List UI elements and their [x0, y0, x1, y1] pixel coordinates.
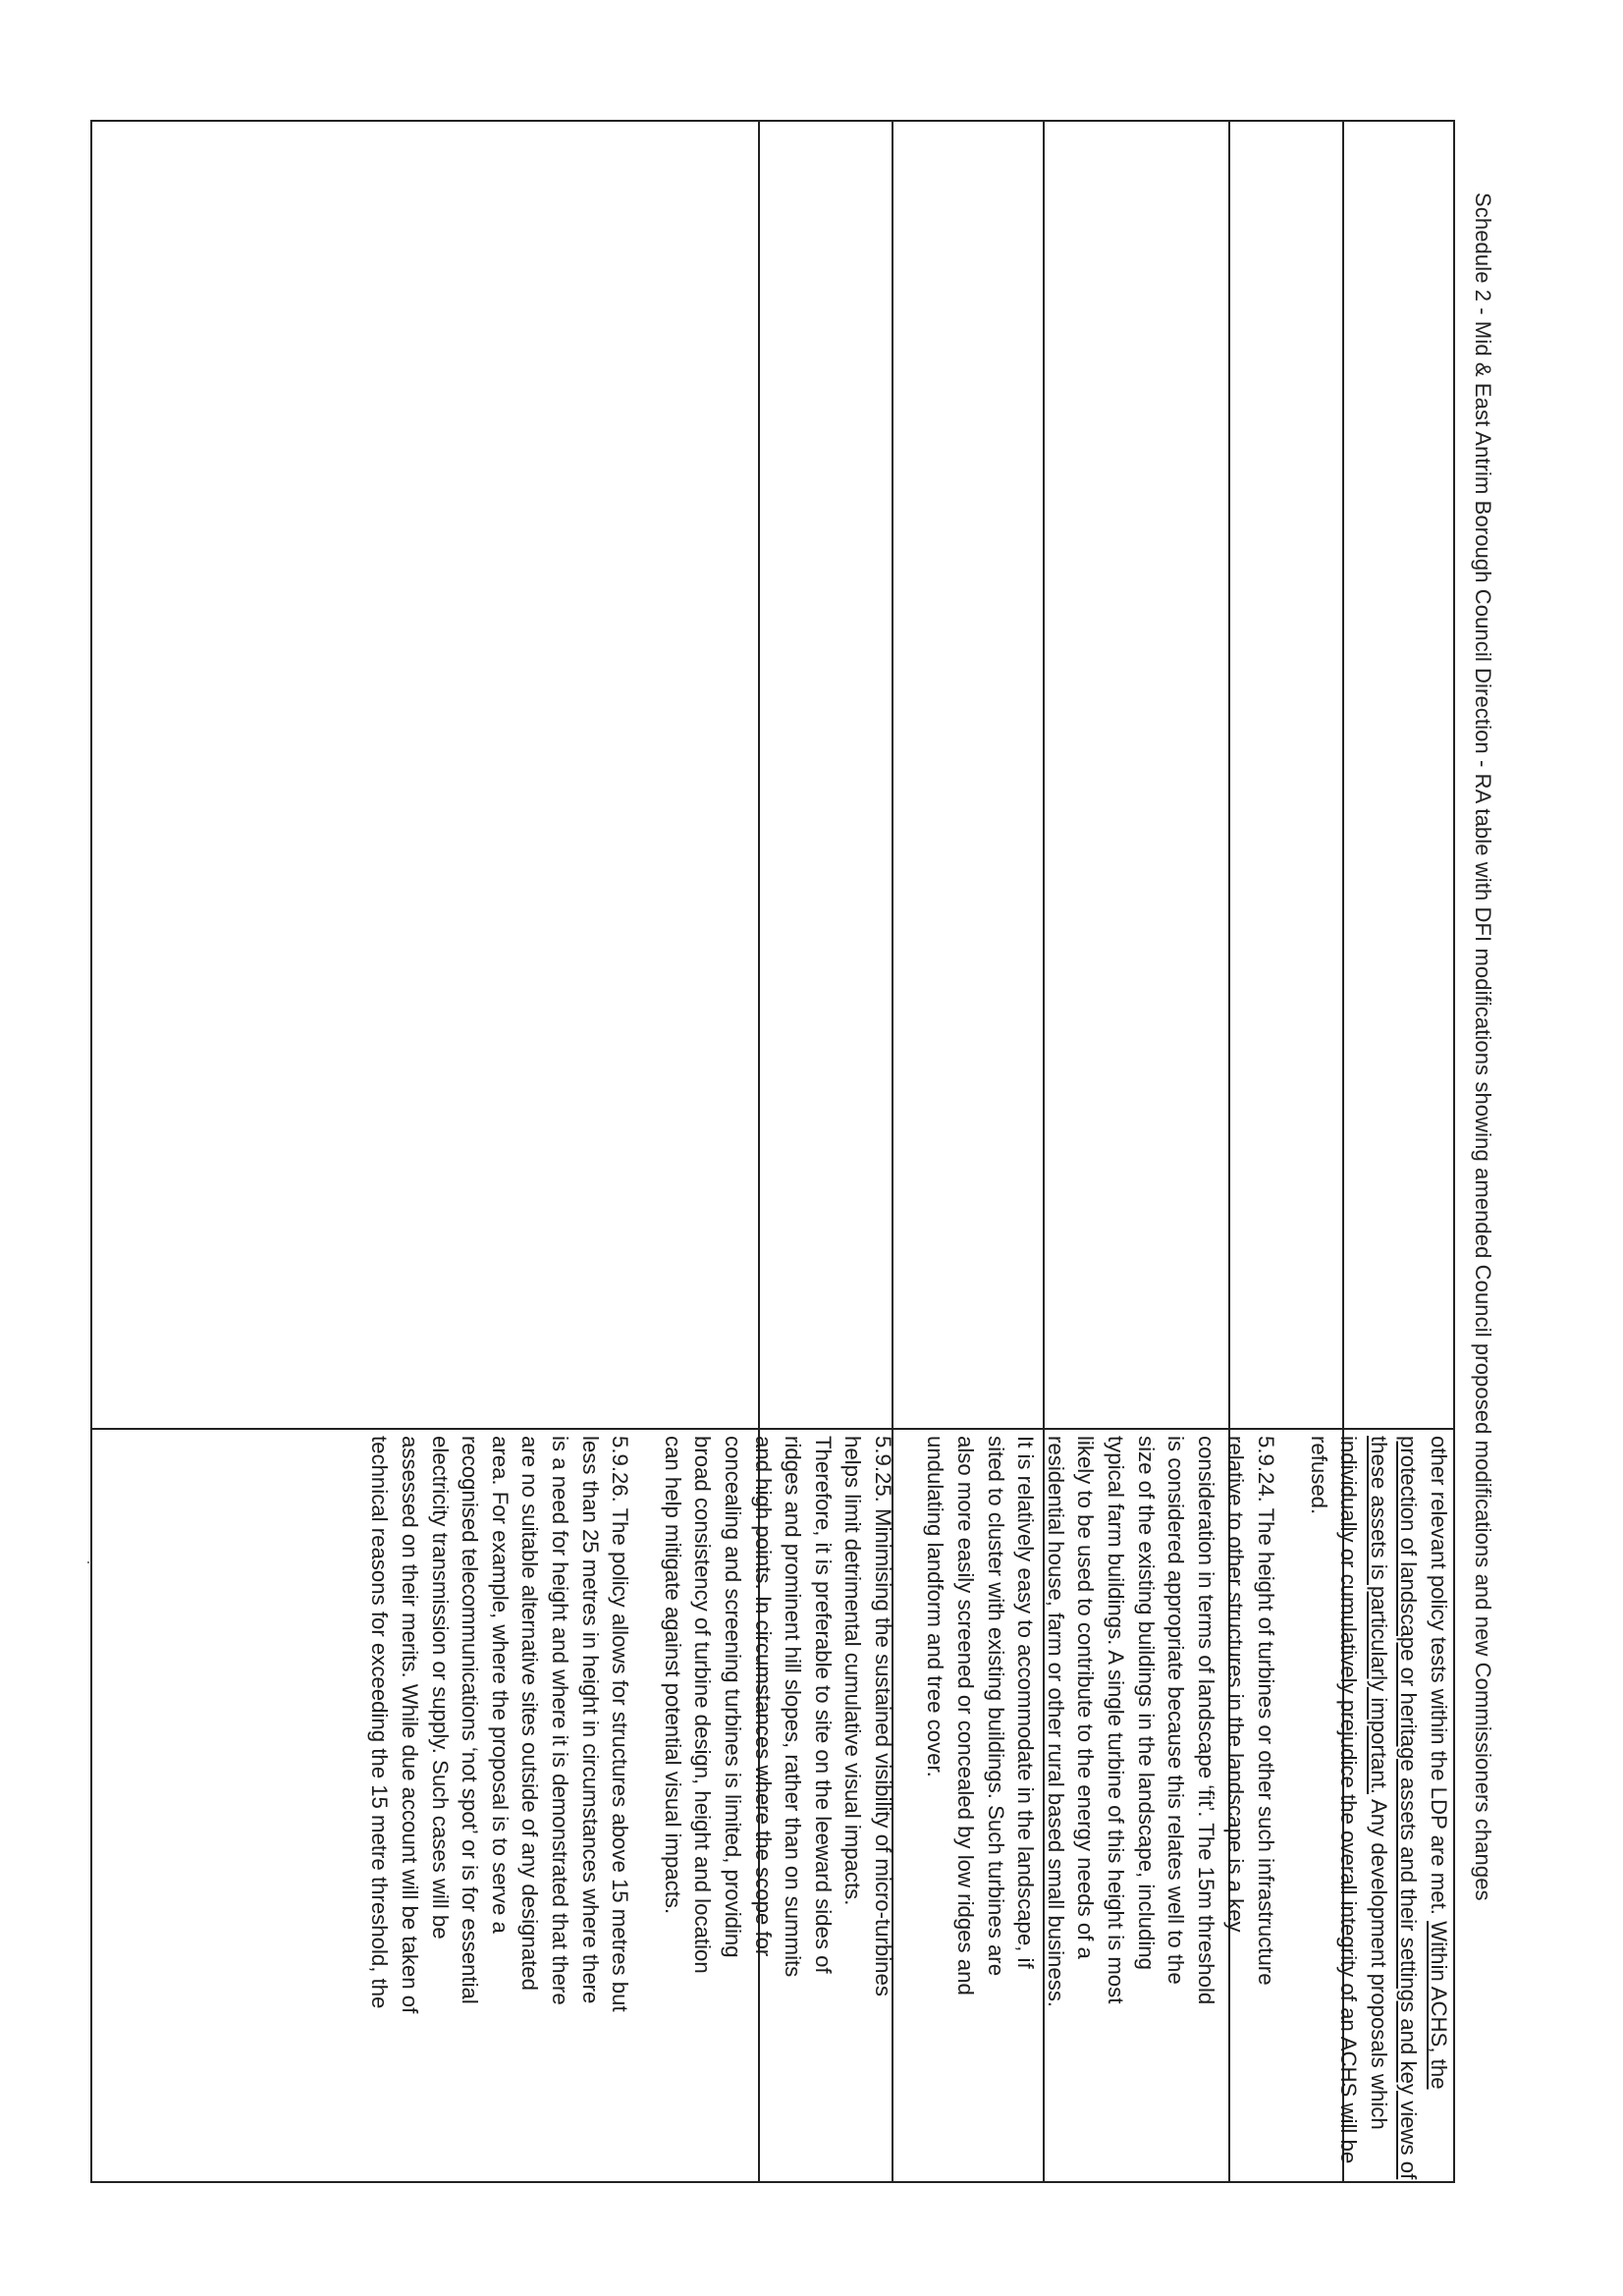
paragraph-line: area. For example, where the proposal is to serve a — [487, 1436, 513, 1934]
paragraph-line: Therefore, it is preferable to site on the leeward sides of — [810, 1436, 836, 1974]
paragraph-line: size of the existing buildings in the landscape, including — [1133, 1436, 1159, 1970]
paragraph-line: assessed on their merits. While due account will be taken of — [398, 1436, 422, 2014]
paragraph-line: and high points. In circumstances where the scope for — [750, 1436, 776, 1957]
paragraph-line: typical farm buildings. A single turbine of this height is most — [1104, 1436, 1129, 2004]
paragraph-line: broad consistency of turbine design, height and location — [690, 1436, 716, 1974]
paragraph-line: likely to be used to contribute to the energy needs of a — [1073, 1436, 1099, 1959]
paragraph-line: electricity transmission or supply. Such cases will be — [427, 1436, 453, 1940]
paragraph-line: residential house, farm or other rural based small business. — [1043, 1436, 1068, 2008]
achs-underlined-amendment: Within ACHS, the protection of landscape or heritage assets and their settings and key views of these assets is particularly important. — [1366, 1436, 1451, 2180]
policy-justification-cell — [92, 1436, 1453, 2187]
modifications-table — [90, 120, 1455, 2183]
paragraph-line: 5.9.26. The policy allows for structures above 15 metres but — [608, 1436, 633, 2012]
table-column-divider — [92, 1428, 1453, 1430]
paragraph-line: 5.9.25. Minimising the sustained visibility of micro-turbines — [870, 1436, 895, 1996]
paragraph-line: are no suitable alternative sites outside of any designated — [517, 1436, 543, 1991]
paragraph-line: can help mitigate against potential visual impacts. — [660, 1436, 685, 1915]
paragraph-line: also more easily screened or concealed by low ridges and — [953, 1436, 979, 1995]
paragraph-line: sited to cluster with existing buildings. Such turbines are — [983, 1436, 1008, 1977]
paragraph-5-9-25 — [657, 1436, 897, 2187]
paragraph-line: 5.9.24. The height of turbines or other such infrastructure — [1254, 1436, 1279, 1986]
scan-speck — [87, 1561, 89, 1563]
continuation-lead: other relevant policy tests within the LDP are met. — [1427, 1436, 1451, 1922]
document-header: Schedule 2 - Mid & East Antrim Borough Council Direction - RA table with DFI modifications showing amended Council proposed modifications and new Commissioners changes — [1471, 192, 1495, 1901]
paragraph-line: concealing and screening turbines is limited, providing — [720, 1436, 745, 1958]
paragraph-line: consideration in terms of landscape ‘fit’. The 15m threshold — [1193, 1436, 1218, 2005]
paragraph-5-9-24 — [920, 1436, 1280, 2187]
paragraph-line: ridges and prominent hill slopes, rather than on summits — [781, 1436, 806, 1978]
paragraph-line: relative to other structures in the landscape is a key — [1223, 1436, 1249, 1933]
paragraph-line: It is relatively easy to accommodate in the landscape, if — [1013, 1436, 1039, 1969]
paragraph-5-9-26 — [364, 1436, 634, 2187]
achs-continuation-paragraph — [1303, 1436, 1453, 2187]
paragraph-line: undulating landform and tree cover. — [923, 1436, 948, 1777]
paragraph-line: recognised telecommunications ‘not spot’ or is for essential — [458, 1436, 483, 2004]
continuation-tail: Any development proposals which individually or cumulatively prejudice the overall integrity of an ACHS will be refused. — [1306, 1436, 1391, 2164]
paragraph-line: technical reasons for exceeding the 15 metre threshold, the — [367, 1436, 393, 2009]
paragraph-line: is considered appropriate because this relates well to the — [1163, 1436, 1189, 1985]
paragraph-line: is a need for height and where it is demonstrated that there — [547, 1436, 572, 2005]
paragraph-line: helps limit detrimental cumulative visual impacts. — [840, 1436, 866, 1906]
paragraph-line: less than 25 metres in height in circumstances where there — [577, 1436, 603, 2004]
